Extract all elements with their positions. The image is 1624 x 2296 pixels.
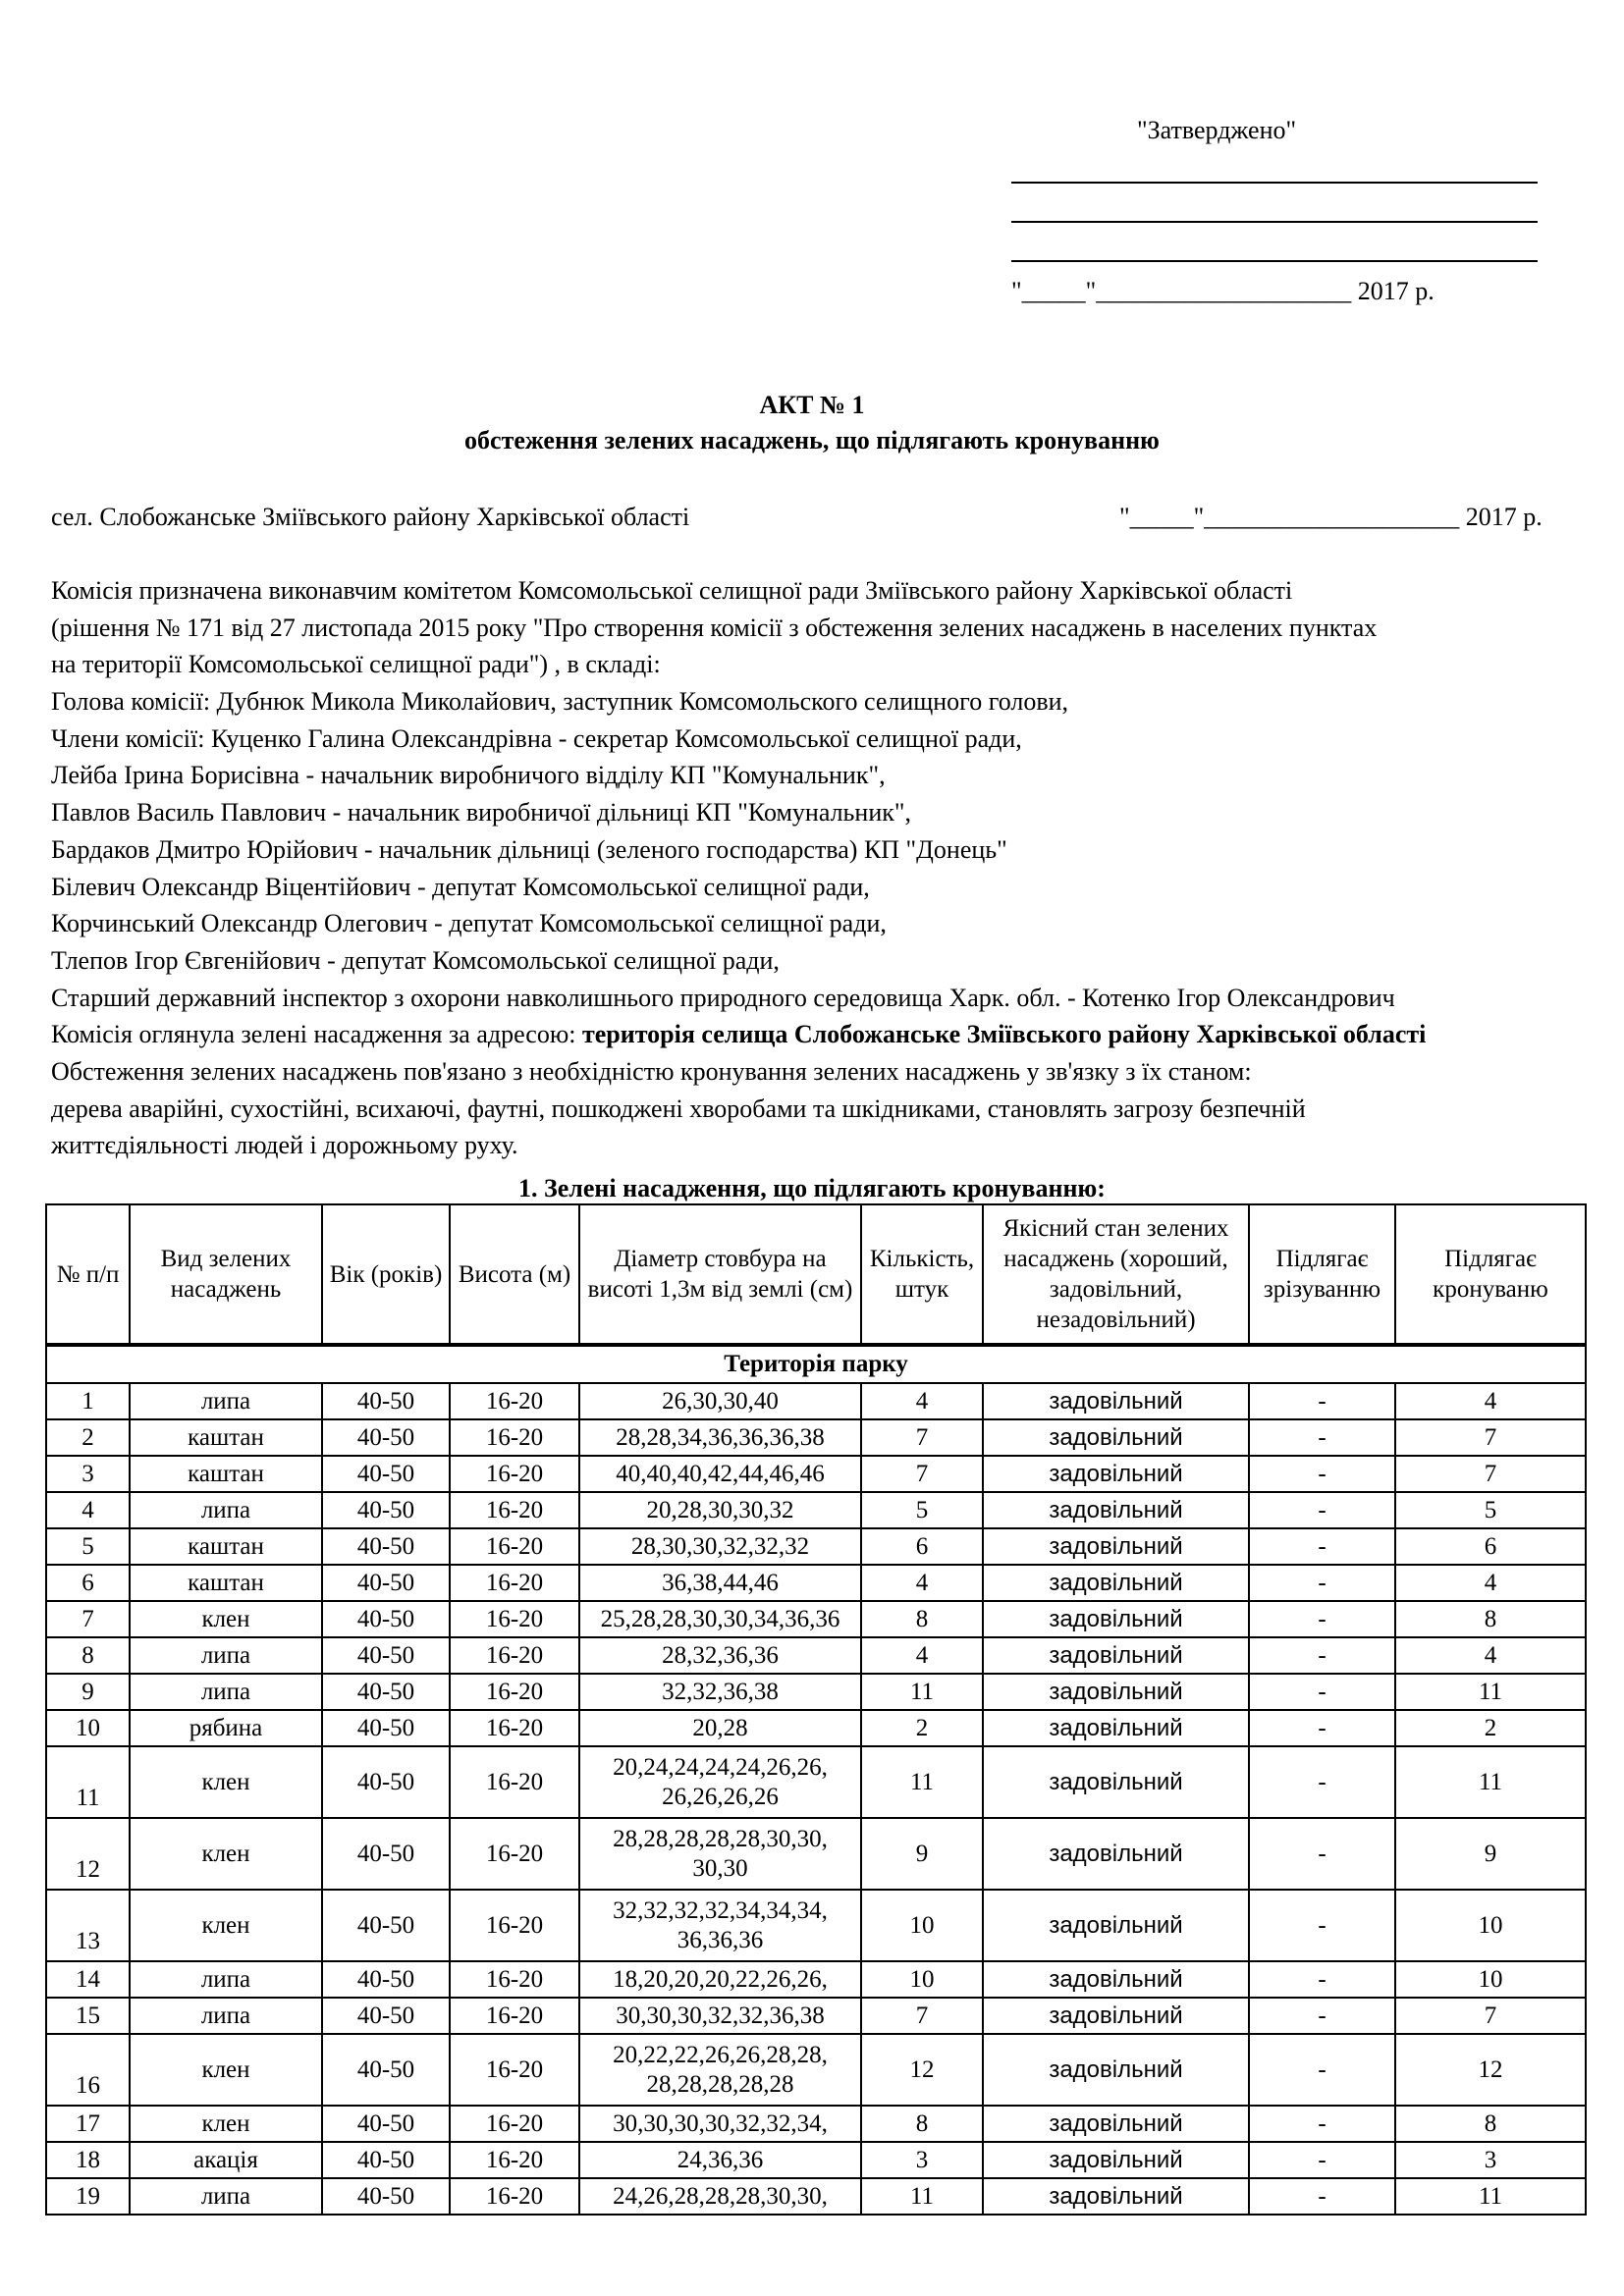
cell-height: 16-20 — [450, 1890, 579, 1961]
cell-condition: задовільний — [983, 1383, 1249, 1419]
cell-condition: задовільний — [983, 1419, 1249, 1456]
cell-age: 40-50 — [322, 1456, 450, 1492]
cell-felling: - — [1249, 2106, 1395, 2142]
cell-height: 16-20 — [450, 1601, 579, 1637]
cell-species: липа — [130, 1383, 322, 1419]
table-header-row — [46, 1204, 1586, 1345]
diameter-line: 28,32,36,36 — [662, 1641, 779, 1669]
cell-count: 8 — [861, 2106, 983, 2142]
cell-count: 4 — [861, 1565, 983, 1601]
cell-age: 40-50 — [322, 1710, 450, 1746]
cell-condition: задовільний — [983, 1998, 1249, 2034]
cell-felling: - — [1249, 1961, 1395, 1998]
cell-height: 16-20 — [450, 1998, 579, 2034]
cell-num: 3 — [46, 1456, 130, 1492]
cell-age: 40-50 — [322, 2178, 450, 2215]
cell-num: 18 — [46, 2142, 130, 2178]
table-row — [46, 1710, 1586, 1746]
paragraph-line: Павлов Василь Павлович - начальник виробничої дільниці КП "Комунальник", — [51, 798, 911, 828]
cell-pruning: 10 — [1395, 1890, 1586, 1961]
cell-count: 7 — [861, 1419, 983, 1456]
cell-condition: задовільний — [983, 1961, 1249, 1998]
cell-count: 7 — [861, 1456, 983, 1492]
table-row — [46, 1456, 1586, 1492]
header-age: Вік (років) — [322, 1204, 450, 1345]
cell-species: каштан — [130, 1528, 322, 1565]
diameter-line: 30,30 — [692, 1854, 748, 1882]
cell-pruning: 8 — [1395, 2106, 1586, 2142]
cell-condition: задовільний — [983, 1492, 1249, 1528]
cell-pruning: 5 — [1395, 1492, 1586, 1528]
cell-diameter — [579, 2178, 861, 2215]
cell-felling: - — [1249, 1456, 1395, 1492]
table-group-row — [46, 1345, 1586, 1383]
header-species: Вид зелених насаджень — [130, 1204, 322, 1345]
cell-condition: задовільний — [983, 2178, 1249, 2215]
cell-count: 4 — [861, 1383, 983, 1419]
cell-condition: задовільний — [983, 1890, 1249, 1961]
header-pruning: Підлягає кронуваню — [1395, 1204, 1586, 1345]
cell-count: 12 — [861, 2034, 983, 2106]
cell-condition: задовільний — [983, 2034, 1249, 2106]
cell-pruning: 7 — [1395, 1456, 1586, 1492]
cell-age: 40-50 — [322, 1492, 450, 1528]
place-date: "_____"____________________ 2017 р. — [1119, 503, 1543, 531]
cell-count: 5 — [861, 1492, 983, 1528]
cell-condition: задовільний — [983, 1601, 1249, 1637]
cell-diameter — [579, 1565, 861, 1601]
cell-felling: - — [1249, 1637, 1395, 1674]
cell-diameter — [579, 2142, 861, 2178]
cell-pruning: 8 — [1395, 1601, 1586, 1637]
cell-num: 14 — [46, 1961, 130, 1998]
table-row — [46, 1637, 1586, 1674]
cell-felling: - — [1249, 1710, 1395, 1746]
cell-num: 4 — [46, 1492, 130, 1528]
cell-age: 40-50 — [322, 1528, 450, 1565]
diameter-line: 20,28,30,30,32 — [646, 1496, 794, 1523]
cell-age: 40-50 — [322, 1565, 450, 1601]
header-num: № п/п — [46, 1204, 130, 1345]
diameter-line: 30,30,30,30,32,32,34, — [613, 2109, 828, 2137]
cell-condition: задовільний — [983, 1710, 1249, 1746]
cell-condition: задовільний — [983, 1565, 1249, 1601]
cell-felling: - — [1249, 1746, 1395, 1818]
cell-diameter — [579, 1890, 861, 1961]
cell-felling: - — [1249, 1890, 1395, 1961]
cell-height: 16-20 — [450, 2178, 579, 2215]
header-height: Висота (м) — [450, 1204, 579, 1345]
cell-height: 16-20 — [450, 1492, 579, 1528]
cell-num: 6 — [46, 1565, 130, 1601]
cell-height: 16-20 — [450, 1456, 579, 1492]
cell-count: 4 — [861, 1637, 983, 1674]
cell-pruning: 11 — [1395, 2178, 1586, 2215]
cell-age: 40-50 — [322, 1637, 450, 1674]
diameter-line: 26,30,30,40 — [662, 1387, 779, 1415]
cell-species: каштан — [130, 1565, 322, 1601]
cell-felling: - — [1249, 1383, 1395, 1419]
diameter-line: 28,28,34,36,36,36,38 — [616, 1423, 825, 1451]
approval-label: "Затверджено" — [1137, 116, 1297, 144]
cell-height: 16-20 — [450, 2142, 579, 2178]
cell-count: 7 — [861, 1998, 983, 2034]
table-row — [46, 1818, 1586, 1890]
cell-height: 16-20 — [450, 1746, 579, 1818]
cell-num: 9 — [46, 1674, 130, 1710]
cell-pruning: 3 — [1395, 2142, 1586, 2178]
cell-count: 11 — [861, 1674, 983, 1710]
paragraph-line: Члени комісії: Куценко Галина Олександрівна - секретар Комсомольської селищної ради, — [51, 723, 1022, 753]
cell-felling: - — [1249, 1818, 1395, 1890]
cell-species: липа — [130, 1637, 322, 1674]
signature-line — [1011, 260, 1538, 262]
cell-pruning: 7 — [1395, 1419, 1586, 1456]
table-row — [46, 2142, 1586, 2178]
cell-num: 11 — [46, 1746, 130, 1818]
header-condition: Якісний стан зелених насаджень (хороший, задовільний, незадовільний) — [983, 1204, 1249, 1345]
table-row — [46, 1998, 1586, 2034]
cell-age: 40-50 — [322, 2034, 450, 2106]
paragraph-line: Бардаков Дмитро Юрійович - начальник дільниці (зеленого господарства) КП "Донець" — [51, 834, 1007, 864]
cell-diameter — [579, 1637, 861, 1674]
address-line — [51, 1016, 1593, 1053]
paragraph-line: Комісія призначена виконавчим комітетом Комсомольської селищної ради Зміївського району Харківської області — [51, 576, 1293, 605]
cell-height: 16-20 — [450, 1528, 579, 1565]
cell-condition: задовільний — [983, 1637, 1249, 1674]
cell-species: каштан — [130, 1419, 322, 1456]
cell-count: 3 — [861, 2142, 983, 2178]
paragraph-line: Обстеження зелених насаджень пов'язано з необхідністю кронування зелених насаджень у зв'язку з їх станом: — [51, 1056, 1252, 1086]
paragraph-line: дерева аварійні, сухостійні, всихаючі, фаутні, пошкоджені хворобами та шкідниками, становлять загрозу безпечній — [51, 1094, 1306, 1123]
table-row — [46, 1565, 1586, 1601]
cell-diameter — [579, 1528, 861, 1565]
diameter-line: 40,40,40,42,44,46,46 — [616, 1460, 825, 1487]
cell-age: 40-50 — [322, 1961, 450, 1998]
cell-felling: - — [1249, 1674, 1395, 1710]
cell-age: 40-50 — [322, 1674, 450, 1710]
cell-num: 10 — [46, 1710, 130, 1746]
cell-diameter — [579, 1456, 861, 1492]
cell-diameter — [579, 1674, 861, 1710]
cell-num: 17 — [46, 2106, 130, 2142]
cell-height: 16-20 — [450, 2106, 579, 2142]
cell-count: 6 — [861, 1528, 983, 1565]
diameter-line: 28,28,28,28,28,30,30, — [613, 1825, 828, 1852]
paragraph-line: (рішення № 171 від 27 листопада 2015 року "Про створення комісії з обстеження зелених насаджень в населених пунктах — [51, 613, 1378, 642]
act-subtitle: обстеження зелених насаджень, що підлягають кронуванню — [464, 426, 1160, 454]
cell-felling: - — [1249, 1565, 1395, 1601]
cell-diameter — [579, 1601, 861, 1637]
cell-count: 10 — [861, 1961, 983, 1998]
plants-table — [45, 1203, 1587, 2216]
cell-age: 40-50 — [322, 1383, 450, 1419]
cell-num: 2 — [46, 1419, 130, 1456]
cell-species: клен — [130, 2106, 322, 2142]
cell-num: 16 — [46, 2034, 130, 2106]
cell-pruning: 6 — [1395, 1528, 1586, 1565]
header-count: Кількість, штук — [861, 1204, 983, 1345]
cell-felling: - — [1249, 1601, 1395, 1637]
table-row — [46, 2034, 1586, 2106]
cell-age: 40-50 — [322, 2142, 450, 2178]
cell-count: 8 — [861, 1601, 983, 1637]
cell-species: липа — [130, 1998, 322, 2034]
table-row — [46, 1528, 1586, 1565]
cell-height: 16-20 — [450, 1961, 579, 1998]
cell-pruning: 4 — [1395, 1637, 1586, 1674]
cell-diameter — [579, 1383, 861, 1419]
cell-species: липа — [130, 1961, 322, 1998]
cell-height: 16-20 — [450, 1710, 579, 1746]
cell-felling: - — [1249, 1998, 1395, 2034]
diameter-line: 32,32,36,38 — [662, 1678, 779, 1705]
table-row — [46, 2106, 1586, 2142]
cell-diameter — [579, 2106, 861, 2142]
diameter-line: 32,32,32,32,34,34,34, — [613, 1896, 828, 1924]
diameter-line: 36,36,36 — [677, 1926, 764, 1953]
cell-pruning: 11 — [1395, 1674, 1586, 1710]
diameter-line: 30,30,30,32,32,36,38 — [616, 2002, 825, 2029]
group-label: Територія парку — [46, 1345, 1586, 1383]
diameter-line: 20,24,24,24,24,26,26, — [613, 1753, 828, 1781]
paragraph-line: на території Комсомольської селищної ради") , в складі: — [51, 650, 661, 679]
cell-diameter — [579, 1961, 861, 1998]
cell-pruning: 2 — [1395, 1710, 1586, 1746]
cell-diameter — [579, 1746, 861, 1818]
cell-pruning: 9 — [1395, 1818, 1586, 1890]
cell-species: липа — [130, 1492, 322, 1528]
cell-pruning: 10 — [1395, 1961, 1586, 1998]
cell-num: 12 — [46, 1818, 130, 1890]
cell-num: 13 — [46, 1890, 130, 1961]
cell-age: 40-50 — [322, 1419, 450, 1456]
cell-felling: - — [1249, 2178, 1395, 2215]
cell-height: 16-20 — [450, 1674, 579, 1710]
diameter-line: 28,30,30,32,32,32 — [630, 1532, 810, 1560]
approval-date: "_____"____________________ 2017 р. — [1011, 277, 1435, 305]
paragraph-line: Білевич Олександр Віцентійович - депутат Комсомольської селищної ради, — [51, 872, 870, 901]
cell-condition: задовільний — [983, 1528, 1249, 1565]
cell-condition: задовільний — [983, 2142, 1249, 2178]
table-row — [46, 1601, 1586, 1637]
diameter-line: 26,26,26,26 — [662, 1783, 779, 1810]
cell-condition: задовільний — [983, 1818, 1249, 1890]
table-row — [46, 1890, 1586, 1961]
paragraph-line: Тлепов Ігор Євгенійович - депутат Комсомольської селищної ради, — [51, 945, 780, 975]
cell-diameter — [579, 1492, 861, 1528]
cell-pruning: 7 — [1395, 1998, 1586, 2034]
diameter-line: 20,22,22,26,26,28,28, — [613, 2041, 828, 2068]
cell-height: 16-20 — [450, 1637, 579, 1674]
paragraph-line: Голова комісії: Дубнюк Микола Миколайович, заступник Комсомольского селищного голови, — [51, 687, 1069, 717]
cell-felling: - — [1249, 1528, 1395, 1565]
cell-num: 1 — [46, 1383, 130, 1419]
diameter-line: 25,28,28,30,30,34,36,36 — [600, 1605, 840, 1632]
cell-num: 19 — [46, 2178, 130, 2215]
cell-age: 40-50 — [322, 1998, 450, 2034]
cell-species: клен — [130, 1890, 322, 1961]
cell-count: 11 — [861, 1746, 983, 1818]
cell-height: 16-20 — [450, 1565, 579, 1601]
cell-age: 40-50 — [322, 1601, 450, 1637]
cell-species: липа — [130, 2178, 322, 2215]
cell-pruning: 11 — [1395, 1746, 1586, 1818]
cell-species: акація — [130, 2142, 322, 2178]
cell-diameter — [579, 1419, 861, 1456]
diameter-line: 18,20,20,20,22,26,26, — [613, 1965, 828, 1993]
cell-num: 8 — [46, 1637, 130, 1674]
cell-species: клен — [130, 1818, 322, 1890]
cell-count: 9 — [861, 1818, 983, 1890]
table-row — [46, 2178, 1586, 2215]
cell-condition: задовільний — [983, 1456, 1249, 1492]
cell-height: 16-20 — [450, 1419, 579, 1456]
cell-pruning: 4 — [1395, 1383, 1586, 1419]
section-title: 1. Зелені насадження, що підлягають кронуванню: — [518, 1174, 1106, 1202]
cell-count: 11 — [861, 2178, 983, 2215]
table-row — [46, 1674, 1586, 1710]
cell-felling: - — [1249, 1419, 1395, 1456]
cell-felling: - — [1249, 1492, 1395, 1528]
cell-age: 40-50 — [322, 2106, 450, 2142]
cell-felling: - — [1249, 2142, 1395, 2178]
cell-diameter — [579, 1998, 861, 2034]
diameter-line: 24,36,36 — [677, 2146, 764, 2173]
diameter-line: 36,38,44,46 — [662, 1569, 779, 1596]
cell-count: 10 — [861, 1890, 983, 1961]
header-diameter: Діаметр стовбура на висоті 1,3м від землі (см) — [579, 1204, 861, 1345]
cell-num: 15 — [46, 1998, 130, 2034]
address-bold: територія селища Слобожанське Зміївського району Харківської області — [581, 1020, 1427, 1049]
paragraph-line: Лейба Ірина Борисівна - начальник виробничого відділу КП "Комунальник", — [51, 761, 886, 790]
place-text: сел. Слобожанське Зміївського району Харківської області — [51, 503, 690, 531]
cell-age: 40-50 — [322, 1746, 450, 1818]
table-row — [46, 1383, 1586, 1419]
cell-height: 16-20 — [450, 1383, 579, 1419]
cell-age: 40-50 — [322, 1890, 450, 1961]
cell-diameter — [579, 1818, 861, 1890]
paragraph-line: життєдіяльності людей і дорожньому руху. — [51, 1131, 518, 1160]
cell-species: клен — [130, 1601, 322, 1637]
cell-height: 16-20 — [450, 2034, 579, 2106]
cell-pruning: 12 — [1395, 2034, 1586, 2106]
signature-line — [1011, 182, 1538, 184]
cell-diameter — [579, 2034, 861, 2106]
address-prefix: Комісія оглянула зелені насадження за адресою: — [51, 1020, 582, 1049]
cell-species: каштан — [130, 1456, 322, 1492]
cell-felling: - — [1249, 2034, 1395, 2106]
cell-condition: задовільний — [983, 1746, 1249, 1818]
table-row — [46, 1419, 1586, 1456]
cell-count: 2 — [861, 1710, 983, 1746]
cell-species: клен — [130, 2034, 322, 2106]
act-title: АКТ № 1 — [759, 391, 865, 419]
cell-species: клен — [130, 1746, 322, 1818]
table-row — [46, 1961, 1586, 1998]
table-row — [46, 1492, 1586, 1528]
cell-condition: задовільний — [983, 2106, 1249, 2142]
cell-diameter — [579, 1710, 861, 1746]
cell-age: 40-50 — [322, 1818, 450, 1890]
cell-height: 16-20 — [450, 1818, 579, 1890]
table-row — [46, 1746, 1586, 1818]
diameter-line: 20,28 — [692, 1714, 748, 1741]
diameter-line: 24,26,28,28,28,30,30, — [613, 2182, 828, 2210]
cell-pruning: 4 — [1395, 1565, 1586, 1601]
cell-species: липа — [130, 1674, 322, 1710]
cell-num: 7 — [46, 1601, 130, 1637]
cell-condition: задовільний — [983, 1674, 1249, 1710]
header-felling: Підлягає зрізуванню — [1249, 1204, 1395, 1345]
commission-paragraph — [51, 572, 1593, 1164]
paragraph-line: Корчинський Олександр Олегович - депутат Комсомольської селищної ради, — [51, 909, 887, 938]
paragraph-line: Старший державний інспектор з охорони навколишнього природного середовища Харк. обл. - Котенко Ігор Олександрович — [51, 983, 1395, 1012]
cell-num: 5 — [46, 1528, 130, 1565]
diameter-line: 28,28,28,28,28 — [646, 2070, 794, 2098]
cell-species: рябина — [130, 1710, 322, 1746]
signature-line — [1011, 221, 1538, 223]
